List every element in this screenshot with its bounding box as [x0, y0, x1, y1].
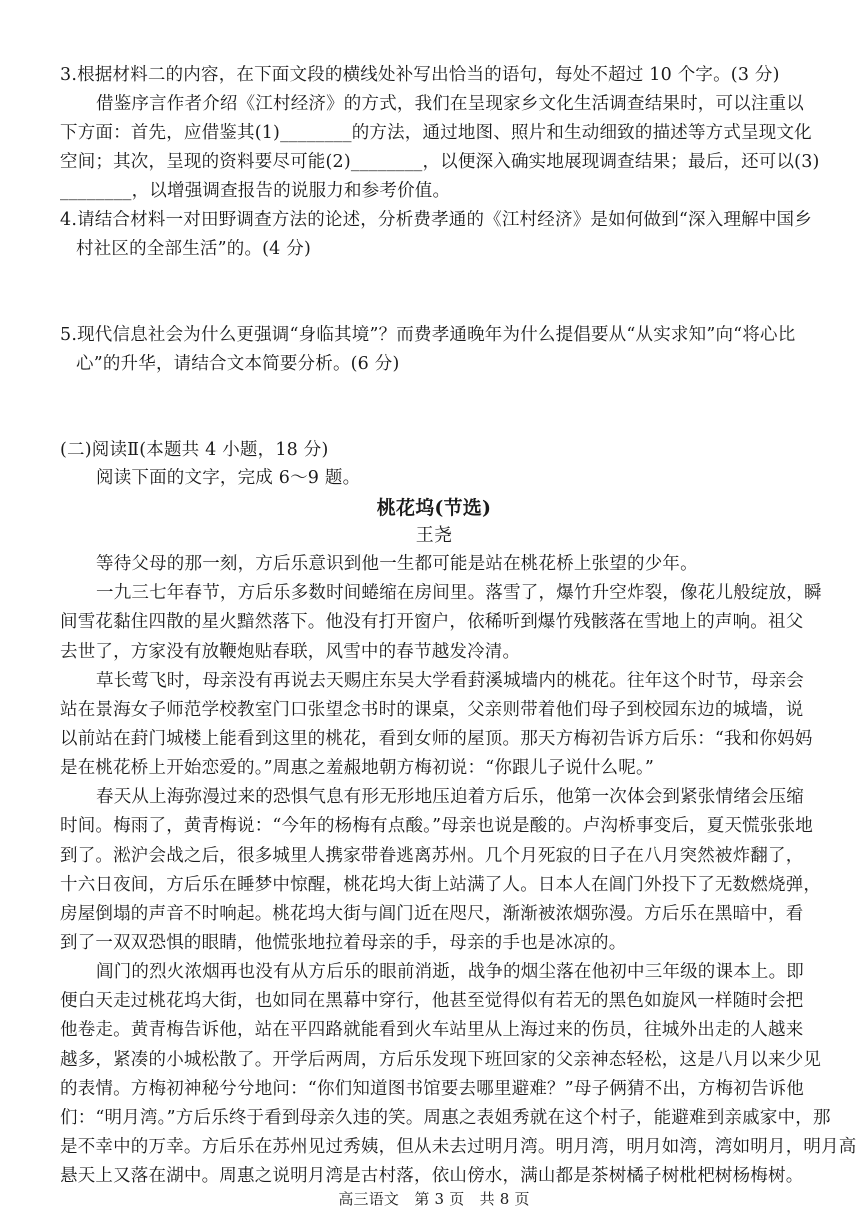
- passage-line: 十六日夜间，方后乐在睡梦中惊醒，桃花坞大街上站满了人。日本人在阊门外投下了无数燃烧弹，: [60, 874, 822, 895]
- section-instruction: 阅读下面的文字，完成 6～9 题。: [96, 468, 361, 488]
- passage-line: 站在景海女子师范学校教室门口张望念书时的课桌，父亲则带着他们母子到校园东边的城墙，说: [60, 699, 804, 720]
- question-3-line-4: ________，以增强调查报告的说服力和参考价值。: [60, 181, 451, 201]
- passage-line: 是不幸中的万幸。方后乐在苏州见过秀姨，但从未去过明月湾。明月湾，明月如湾，湾如明月，明月高: [60, 1137, 857, 1157]
- passage-line: 阊门的烈火浓烟再也没有从方后乐的眼前消逝，战争的烟尘落在他初中三年级的课本上。即: [96, 962, 804, 983]
- page-footer: 高三语文 第 3 页 共 8 页: [338, 1190, 530, 1208]
- question-3-line-2: 下方面：首先，应借鉴其(1)________的方法，通过地图、照片和生动细致的描述等方式呈现文化: [60, 123, 812, 143]
- passage-line: 到了一双双恐惧的眼睛，他慌张地拉着母亲的手，母亲的手也是冰凉的。: [60, 933, 627, 953]
- question-4-line-1: 4.请结合材料一对田野调查方法的论述，分析费孝通的《江村经济》是如何做到“深入理解中国乡: [60, 210, 812, 230]
- passage-title: 桃花坞(节选): [376, 497, 492, 519]
- passage-line: 到了。淞沪会战之后，很多城里人携家带眷逃离苏州。几个月死寂的日子在八月突然被炸翻了，: [60, 845, 804, 866]
- question-5-line-1: 5.现代信息社会为什么更强调“身临其境”？而费孝通晚年为什么提倡要从“从实求知”向“将心比: [60, 325, 796, 345]
- passage-line: 草长莺飞时，母亲没有再说去天赐庄东吴大学看葑溪城墙内的桃花。往年这个时节，母亲会: [96, 670, 804, 691]
- passage-line: 时间。梅雨了，黄青梅说：“今年的杨梅有点酸。”母亲也说是酸的。卢沟桥事变后，夏天慌张张地: [60, 816, 813, 837]
- passage-line: 悬天上又落在湖中。周惠之说明月湾是古村落，依山傍水，满山都是茶树橘子树枇杷树杨梅树。: [60, 1166, 804, 1187]
- passage-line: 等待父母的那一刻，方后乐意识到他一生都可能是站在桃花桥上张望的少年。: [96, 554, 698, 574]
- question-3-prompt: 3.根据材料二的内容，在下面文段的横线处补写出恰当的语句，每处不超过 10 个字。(3 分): [60, 65, 780, 85]
- question-3-line-3: 空间；其次，呈现的资料要尽可能(2)________，以便深入确实地展现调查结果；最后，还可以(3): [60, 152, 820, 172]
- section-heading: (二)阅读Ⅱ(本题共 4 小题，18 分): [60, 440, 329, 460]
- passage-line: 去世了，方家没有放鞭炮贴春联，风雪中的春节越发冷清。: [60, 641, 521, 662]
- question-4-line-2: 村社区的全部生活”的。(4 分): [76, 239, 311, 259]
- passage-line: 间雪花黏住四散的星火黯然落下。他没有打开窗户，依稀听到爆竹残骸落在雪地上的声响。祖父: [60, 612, 804, 633]
- passage-line: 春天从上海弥漫过来的恐惧气息有形无形地压迫着方后乐，他第一次体会到紧张情绪会压缩: [96, 787, 804, 808]
- passage-author: 王尧: [415, 525, 453, 546]
- passage-line: 的表情。方梅初神秘兮兮地问：“你们知道图书馆要去哪里避难？”母子俩猜不出，方梅初告诉他: [60, 1078, 804, 1099]
- passage-line: 是在桃花桥上开始恋爱的。”周惠之羞赧地朝方梅初说：“你跟儿子说什么呢。”: [60, 758, 655, 778]
- passage-line: 们：“明月湾。”方后乐终于看到母亲久违的笑。周惠之表姐秀就在这个村子，能避难到亲戚家中，那: [60, 1107, 831, 1128]
- passage-line: 他卷走。黄青梅告诉他，站在平四路就能看到火车站里从上海过来的伤员，往城外出走的人越来: [60, 1020, 804, 1041]
- passage-line: 便白天走过桃花坞大街，也如同在黑幕中穿行，他甚至觉得似有若无的黑色如旋风一样随时会把: [60, 991, 804, 1012]
- question-3-line-1: 借鉴序言作者介绍《江村经济》的方式，我们在呈现家乡文化生活调查结果时，可以注重以: [96, 94, 804, 114]
- passage-line: 越多，紧凑的小城松散了。开学后两周，方后乐发现下班回家的父亲神态轻松，这是八月以来少见: [60, 1049, 822, 1070]
- passage-line: 一九三七年春节，方后乐多数时间蜷缩在房间里。落雪了，爆竹升空炸裂，像花儿般绽放，瞬: [96, 583, 822, 604]
- question-5-line-2: 心”的升华，请结合文本简要分析。(6 分): [76, 354, 400, 374]
- passage-line: 以前站在葑门城楼上能看到这里的桃花，看到女师的屋顶。那天方梅初告诉方后乐：“我和你妈妈: [60, 728, 813, 749]
- passage-line: 房屋倒塌的声音不时响起。桃花坞大街与阊门近在咫尺，渐渐被浓烟弥漫。方后乐在黑暗中，看: [60, 903, 804, 924]
